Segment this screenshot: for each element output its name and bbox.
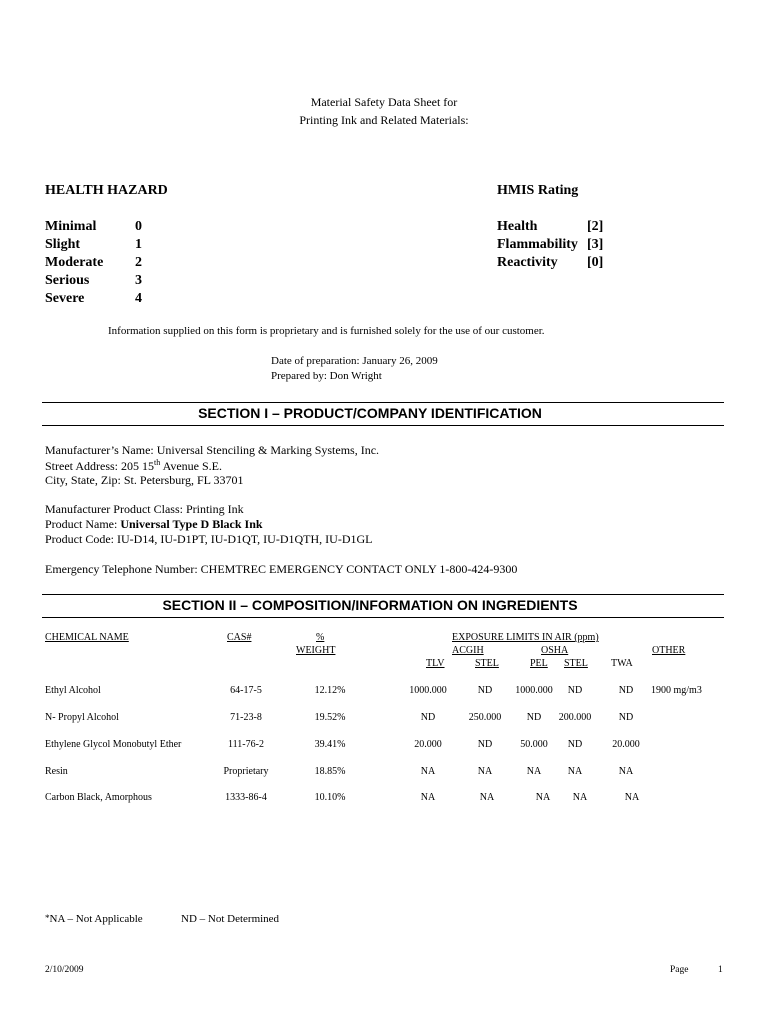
footer-page-label: Page — [670, 965, 689, 975]
section2-bottom-rule — [42, 617, 724, 618]
preparation-date: Date of preparation: January 26, 2009 — [271, 355, 438, 367]
cell-chemical-name: Ethylene Glycol Monobutyl Ether — [45, 739, 182, 750]
header-other: OTHER — [652, 645, 686, 656]
cell-pel: NA — [535, 792, 551, 803]
hmis-rating-label: Flammability — [497, 237, 578, 252]
header-stel-osha: STEL — [564, 658, 588, 669]
header-exposure-limits: EXPOSURE LIMITS IN AIR (ppm) — [452, 632, 599, 643]
cell-cas: 1333-86-4 — [225, 792, 267, 803]
cell-stel-acgih: NA — [479, 792, 495, 803]
city-state-zip: City, State, Zip: St. Petersburg, FL 33701 — [45, 473, 244, 487]
cell-stel-osha: NA — [572, 792, 588, 803]
header-chemical-name: CHEMICAL NAME — [45, 632, 129, 643]
cell-tlv: NA — [420, 766, 436, 777]
cell-stel-osha: NA — [567, 766, 583, 777]
cell-cas: 64-17-5 — [230, 685, 262, 696]
product-name: Product Name: Universal Type D Black Ink — [45, 517, 263, 531]
hazard-level-label: Minimal — [45, 219, 97, 234]
cell-pel: ND — [526, 712, 542, 723]
footnote-nd: ND – Not Determined — [181, 913, 280, 925]
cell-cas: 71-23-8 — [230, 712, 262, 723]
cell-pel: 1000.000 — [515, 685, 553, 696]
hazard-level-label: Serious — [45, 273, 90, 288]
cell-pel: 50.000 — [520, 739, 548, 750]
cell-stel-acgih: ND — [477, 685, 493, 696]
hazard-level-label: Slight — [45, 237, 81, 252]
section2-top-rule — [42, 594, 724, 595]
hmis-rating-value: [2] — [587, 219, 604, 234]
header-pel: PEL — [530, 658, 548, 669]
cell-stel-acgih: 250.000 — [468, 712, 502, 723]
cell-cas: 111-76-2 — [228, 739, 264, 750]
hmis-rating-value: [3] — [587, 237, 604, 252]
cell-stel-osha: ND — [567, 685, 583, 696]
product-code: Product Code: IU-D14, IU-D1PT, IU-D1QT, IU-D1QTH, IU-D1GL — [45, 532, 373, 546]
document-title-line2: Printing Ink and Related Materials: — [299, 113, 469, 127]
header-weight: WEIGHT — [296, 645, 336, 656]
health-hazard-heading: HEALTH HAZARD — [45, 183, 168, 198]
hazard-level-value: 4 — [135, 291, 142, 306]
cell-weight: 18.85% — [314, 766, 346, 777]
hazard-level-label: Moderate — [45, 255, 104, 270]
section2-title: SECTION II – COMPOSITION/INFORMATION ON INGREDIENTS — [162, 597, 578, 613]
hazard-level-value: 2 — [135, 255, 142, 270]
cell-twa: ND — [618, 712, 634, 723]
hmis-rating-value: [0] — [587, 255, 604, 270]
section1-top-rule — [42, 402, 724, 403]
cell-pel: NA — [526, 766, 542, 777]
hmis-rating-label: Reactivity — [497, 255, 558, 270]
cell-weight: 19.52% — [314, 712, 346, 723]
cell-weight: 10.10% — [314, 792, 346, 803]
cell-tlv: 20.000 — [414, 739, 442, 750]
header-acgih: ACGIH — [452, 645, 484, 656]
cell-tlv: 1000.000 — [409, 685, 447, 696]
manufacturer-name: Manufacturer’s Name: Universal Stenciling & Marking Systems, Inc. — [45, 443, 380, 457]
hmis-heading: HMIS Rating — [497, 183, 579, 198]
hmis-rating-label: Health — [497, 219, 538, 234]
hazard-level-label: Severe — [45, 291, 85, 306]
emergency-telephone: Emergency Telephone Number: CHEMTREC EMERGENCY CONTACT ONLY 1-800-424-9300 — [45, 562, 518, 576]
cell-cas: Proprietary — [223, 766, 269, 777]
proprietary-notice: Information supplied on this form is proprietary and is furnished solely for the use of our customer. — [108, 325, 545, 337]
street-address: Street Address: 205 15th Avenue S.E. — [45, 458, 223, 473]
hazard-level-value: 3 — [135, 273, 142, 288]
cell-stel-acgih: NA — [477, 766, 493, 777]
cell-chemical-name: N- Propyl Alcohol — [45, 712, 119, 723]
cell-tlv: NA — [420, 792, 436, 803]
header-twa: TWA — [611, 658, 633, 669]
cell-twa: NA — [618, 766, 634, 777]
cell-twa: NA — [624, 792, 640, 803]
header-percent: % — [316, 632, 325, 643]
cell-weight: 39.41% — [314, 739, 346, 750]
header-stel-acgih: STEL — [475, 658, 499, 669]
header-cas: CAS# — [227, 632, 252, 643]
prepared-by: Prepared by: Don Wright — [271, 370, 382, 382]
cell-stel-acgih: ND — [477, 739, 493, 750]
document-title-line1: Material Safety Data Sheet for — [310, 95, 458, 109]
cell-chemical-name: Resin — [45, 766, 68, 777]
hazard-level-value: 1 — [135, 237, 142, 252]
header-tlv: TLV — [426, 658, 445, 669]
section1-bottom-rule — [42, 425, 724, 426]
cell-stel-osha: ND — [567, 739, 583, 750]
cell-chemical-name: Ethyl Alcohol — [45, 685, 101, 696]
cell-weight: 12.12% — [314, 685, 346, 696]
cell-tlv: ND — [420, 712, 436, 723]
cell-chemical-name: Carbon Black, Amorphous — [45, 792, 152, 803]
footer-page-number: 1 — [718, 965, 723, 975]
product-class: Manufacturer Product Class: Printing Ink — [45, 502, 244, 516]
footnote-na: *NA – Not Applicable — [45, 913, 143, 925]
section1-title: SECTION I – PRODUCT/COMPANY IDENTIFICATION — [198, 405, 542, 421]
cell-twa: ND — [618, 685, 634, 696]
cell-other: 1900 mg/m3 — [651, 685, 702, 696]
cell-stel-osha: 200.000 — [558, 712, 592, 723]
cell-twa: 20.000 — [612, 739, 640, 750]
header-osha: OSHA — [541, 645, 569, 656]
footer-date: 2/10/2009 — [45, 965, 84, 975]
hazard-level-value: 0 — [135, 219, 142, 234]
